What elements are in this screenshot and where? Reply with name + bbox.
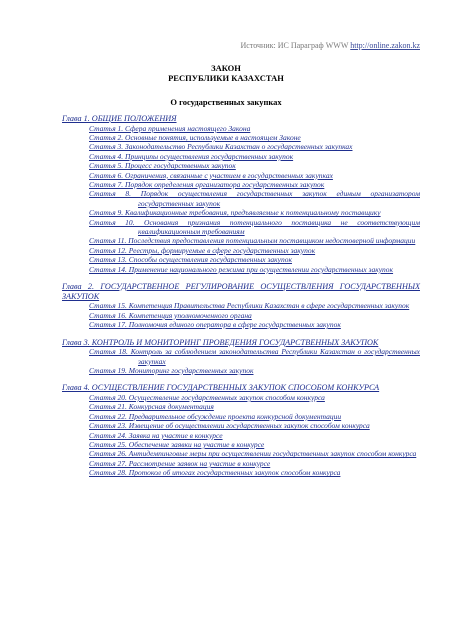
toc-article-link[interactable]: Статья 26. Антидемпинговые меры при осуществлении государственных закупок способом конкурса: [89, 449, 417, 459]
toc-chapter-link[interactable]: Глава 3. КОНТРОЛЬ И МОНИТОРИНГ ПРОВЕДЕНИЯ ГОСУДАРСТВЕННЫХ ЗАКУПОК: [62, 337, 379, 347]
toc-article-link[interactable]: Статья 6. Ограничения, связанные с участием в государственных закупках: [89, 170, 333, 180]
toc-article-link[interactable]: Статья 21. Конкурсная документация: [89, 402, 214, 412]
toc-article-link[interactable]: Статья 28. Протокол об итогах государственных закупок способом конкурса: [89, 468, 341, 478]
law-title: О государственных закупках: [170, 97, 282, 107]
toc-article-link[interactable]: Статья 5. Процесс государственных закупок: [89, 161, 236, 171]
toc-article-link[interactable]: Статья 25. Обеспечение заявки на участие в конкурсе: [89, 439, 265, 449]
toc-article-link[interactable]: Статья 4. Принципы осуществления государственных закупок: [89, 151, 294, 161]
toc-article-link[interactable]: Статья 11. Последствия предоставления потенциальным поставщиком недостоверной информации: [89, 236, 416, 246]
toc-article-link[interactable]: Статья 17. Полномочия единого оператора в сфере государственных закупок: [89, 320, 341, 330]
toc-article-link[interactable]: Статья 13. Способы осуществления государственных закупок: [89, 255, 293, 265]
toc-article-link[interactable]: Статья 12. Реестры, формируемые в сфере государственных закупок: [89, 245, 316, 255]
source-line: [241, 41, 421, 50]
source-link[interactable]: http://online.zakon.kz: [350, 41, 420, 50]
toc-article-link[interactable]: Статья 20. Осуществление государственных закупок способом конкурса: [89, 392, 325, 402]
toc-article-link[interactable]: Статья 2. Основные понятия, используемые в настоящем Законе: [89, 133, 301, 142]
source-prefix: Источник: ИС Параграф WWW: [240, 41, 351, 50]
toc-article-link[interactable]: Статья 19. Мониторинг государственных закупок: [89, 365, 254, 375]
law-heading: ЗАКОН: [211, 63, 241, 73]
toc-article-link[interactable]: Статья 18. Контроль за соблюдением законодательства Республики Казахстан о государственных закупках: [89, 347, 420, 366]
republic-heading: РЕСПУБЛИКИ КАЗАХСТАН: [168, 73, 284, 83]
toc-article-link[interactable]: Статья 9. Квалификационные требования, предъявляемые к потенциальному поставщику: [89, 208, 381, 218]
toc-chapter-link[interactable]: Глава 4. ОСУЩЕСТВЛЕНИЕ ГОСУДАРСТВЕННЫХ ЗАКУПОК СПОСОБОМ КОНКУРСА: [62, 383, 380, 393]
toc-article-link[interactable]: Статья 23. Извещение об осуществлении государственных закупок способом конкурса: [89, 421, 370, 431]
toc-article-link[interactable]: Статья 22. Предварительное обсуждение проекта конкурсной документации: [89, 411, 342, 421]
toc-chapter-link[interactable]: Глава 1. ОБЩИЕ ПОЛОЖЕНИЯ: [62, 114, 177, 123]
toc-chapter-link[interactable]: Глава 2. ГОСУДАРСТВЕННОЕ РЕГУЛИРОВАНИЕ ОСУЩЕСТВЛЕНИЯ ГОСУДАРСТВЕННЫХ ЗАКУПОК: [62, 282, 420, 301]
toc-article-link[interactable]: Статья 3. Законодательство Республики Казахстан о государственных закупках: [89, 142, 353, 152]
table-of-contents: [62, 114, 420, 478]
toc-article-link[interactable]: Статья 15. Компетенция Правительства Республики Казахстан в сфере государственных закупок: [89, 301, 410, 311]
toc-article-link[interactable]: Статья 8. Порядок осуществления государственных закупок единым организатором государственных закупок: [89, 189, 420, 208]
toc-article-link[interactable]: Статья 7. Порядок определения организатора государственных закупок: [89, 180, 325, 190]
toc-article-link[interactable]: Статья 1. Сфера применения настоящего Закона: [89, 123, 251, 133]
toc-article-link[interactable]: Статья 14. Применение национального режима при осуществлении государственных закупок: [89, 264, 394, 274]
toc-article-link[interactable]: Статья 24. Заявка на участие в конкурсе: [89, 430, 223, 440]
toc-article-link[interactable]: Статья 10. Основания признания потенциального поставщика не соответствующим квалификационным требованиям: [89, 217, 420, 237]
toc-article-link[interactable]: Статья 16. Компетенция уполномоченного органа: [89, 310, 252, 320]
toc-article-link[interactable]: Статья 27. Рассмотрение заявок на участие в конкурсе: [89, 458, 271, 468]
